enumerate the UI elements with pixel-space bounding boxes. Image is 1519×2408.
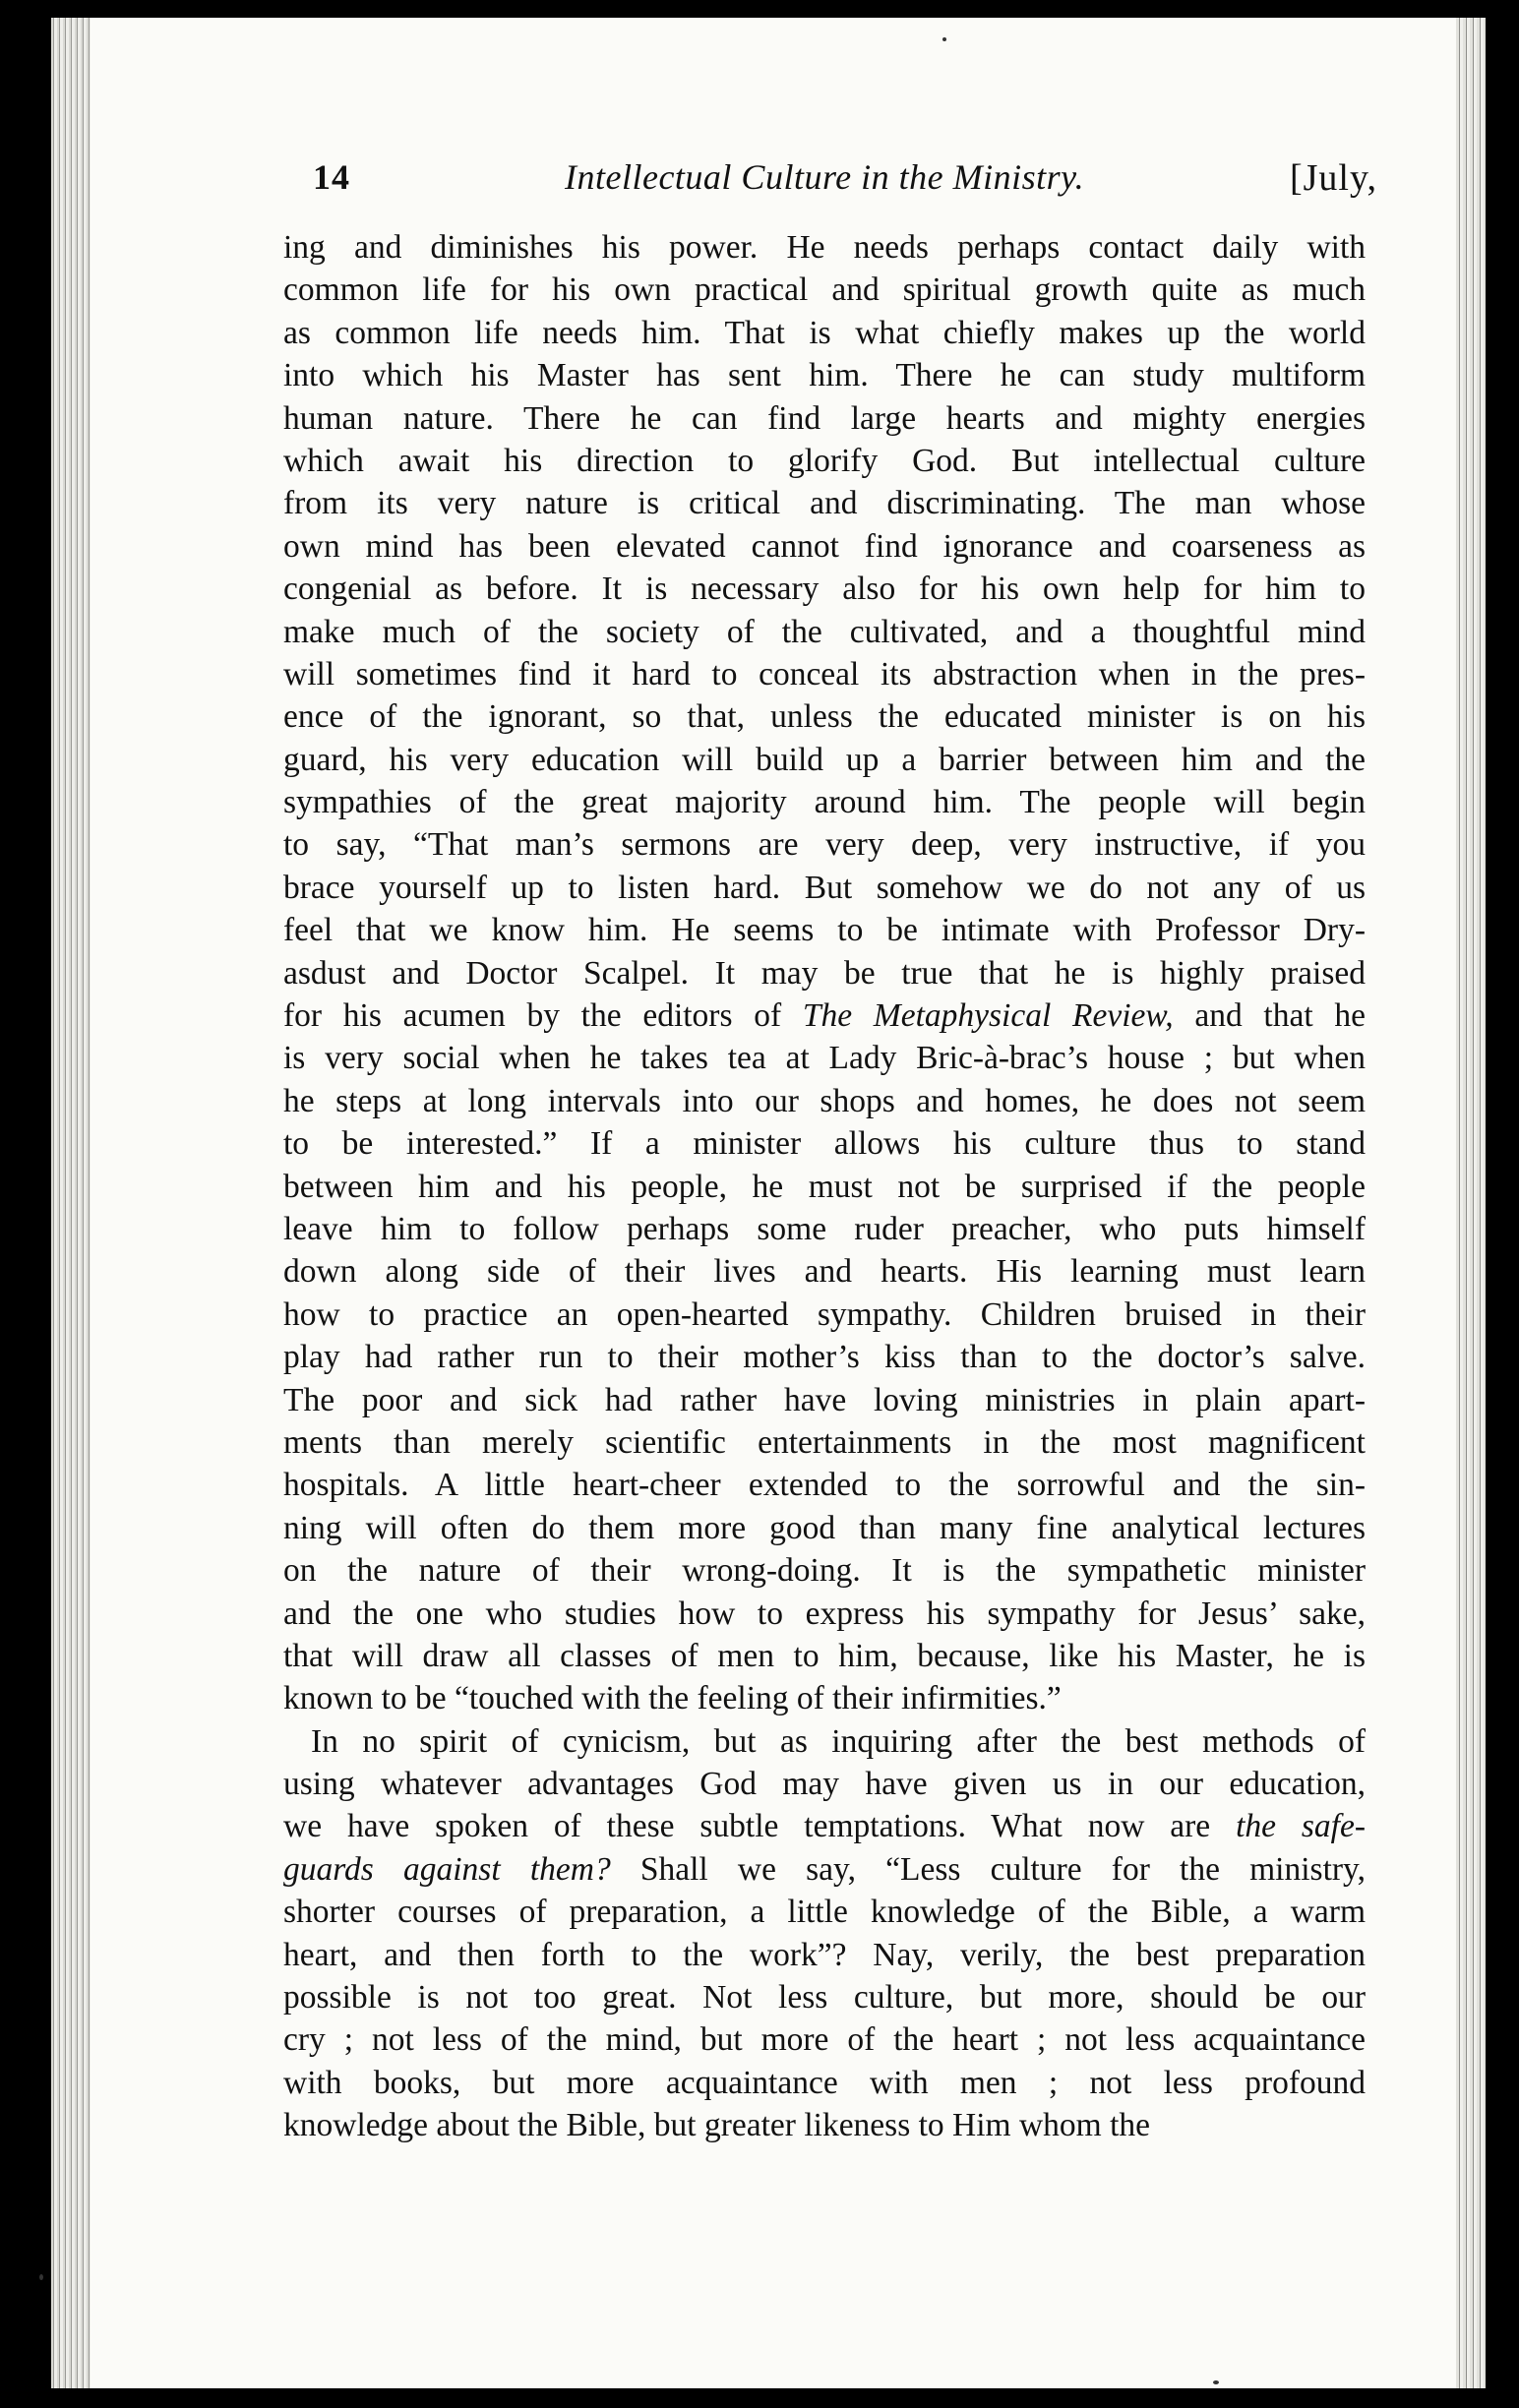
text-line: we have spoken of these subtle temptations. What now are the safe- — [283, 1808, 1366, 1845]
text-line: guards against them? Shall we say, “Less culture for the ministry, — [283, 1850, 1366, 1888]
text-line: to say, “That man’s sermons are very deep, very instructive, if you — [283, 826, 1366, 864]
page-edge-left — [51, 18, 91, 2388]
text-line: asdust and Doctor Scalpel. It may be true that he is highly praised — [283, 954, 1366, 992]
text-line: is very social when he takes tea at Lady Bric-à-brac’s house ; but when — [283, 1040, 1366, 1077]
paragraph — [283, 1720, 1366, 2147]
text-line: ments than merely scientific entertainments in the most magnificent — [283, 1423, 1366, 1461]
text-line: from its very nature is critical and discriminating. The man whose — [283, 485, 1366, 522]
text-line: human nature. There he can find large hearts and mighty energies — [283, 399, 1366, 437]
page-edge-right — [1456, 18, 1486, 2388]
text-line: cry ; not less of the mind, but more of the heart ; not less acquaintance — [283, 2021, 1366, 2059]
text-line: congenial as before. It is necessary also for his own help for him to — [283, 571, 1366, 608]
text-line: to be interested.” If a minister allows his culture thus to stand — [283, 1125, 1366, 1163]
month-label: [July, — [1289, 157, 1377, 199]
text-line: using whatever advantages God may have given us in our education, — [283, 1766, 1366, 1803]
text-line: known to be “touched with the feeling of their infirmities.” — [283, 1680, 1062, 1717]
page-header — [313, 152, 1377, 211]
print-speck — [942, 37, 946, 41]
text-line: how to practice an open-hearted sympathy. Children bruised in their — [283, 1295, 1366, 1333]
text-line: into which his Master has sent him. There he can study multiform — [283, 357, 1366, 394]
print-speck — [1213, 2380, 1219, 2384]
text-line: which await his direction to glorify God. But intellectual culture — [283, 442, 1366, 479]
text-line: make much of the society of the cultivated, and a thoughtful mind — [283, 613, 1366, 650]
text-line: sympathies of the great majority around him. The people will begin — [283, 784, 1366, 821]
text-line: hospitals. A little heart-cheer extended to the sorrowful and the sin- — [283, 1467, 1366, 1504]
text-line: he steps at long intervals into our shops and homes, he does not seem — [283, 1082, 1366, 1119]
text-line: possible is not too great. Not less culture, but more, should be our — [283, 1979, 1366, 2017]
text-line: common life for his own practical and spiritual growth quite as much — [283, 271, 1366, 309]
running-title: Intellectual Culture in the Ministry. — [565, 157, 1085, 197]
text-line: heart, and then forth to the work”? Nay, verily, the best preparation — [283, 1936, 1366, 1973]
text-line: as common life needs him. That is what chiefly makes up the world — [283, 314, 1366, 351]
text-line: knowledge about the Bible, but greater likeness to Him whom the — [283, 2107, 1151, 2144]
paragraph — [283, 226, 1366, 1720]
text-line: and the one who studies how to express his sympathy for Jesus’ sake, — [283, 1595, 1366, 1632]
text-line: In no spirit of cynicism, but as inquiring after the best methods of — [311, 1722, 1366, 1760]
text-line: with books, but more acquaintance with men ; not less profound — [283, 2064, 1366, 2101]
text-line: play had rather run to their mother’s kiss than to the doctor’s salve. — [283, 1339, 1366, 1376]
body-text — [283, 226, 1366, 2147]
text-line: brace yourself up to listen hard. But somehow we do not any of us — [283, 869, 1366, 906]
text-line: for his acumen by the editors of The Metaphysical Review, and that he — [283, 997, 1366, 1035]
text-line: down along side of their lives and hearts. His learning must learn — [283, 1253, 1366, 1291]
print-speck — [39, 2274, 43, 2280]
page-number: 14 — [313, 157, 350, 197]
text-line: feel that we know him. He seems to be intimate with Professor Dry- — [283, 912, 1366, 949]
text-line: on the nature of their wrong-doing. It is the sympathetic minister — [283, 1552, 1366, 1590]
text-line: will sometimes find it hard to conceal its abstraction when in the pres- — [283, 655, 1366, 692]
text-line: shorter courses of preparation, a little knowledge of the Bible, a warm — [283, 1894, 1366, 1931]
text-line: ing and diminishes his power. He needs perhaps contact daily with — [283, 229, 1366, 266]
text-line: The poor and sick had rather have loving ministries in plain apart- — [283, 1381, 1366, 1418]
text-line: leave him to follow perhaps some ruder preacher, who puts himself — [283, 1210, 1366, 1247]
text-line: ence of the ignorant, so that, unless the educated minister is on his — [283, 698, 1366, 736]
text-line: between him and his people, he must not be surprised if the people — [283, 1168, 1366, 1205]
text-line: that will draw all classes of men to him, because, like his Master, he is — [283, 1637, 1366, 1674]
text-line: own mind has been elevated cannot find ignorance and coarseness as — [283, 527, 1366, 565]
text-line: guard, his very education will build up a barrier between him and the — [283, 741, 1366, 778]
text-line: ning will often do them more good than many fine analytical lectures — [283, 1509, 1366, 1546]
